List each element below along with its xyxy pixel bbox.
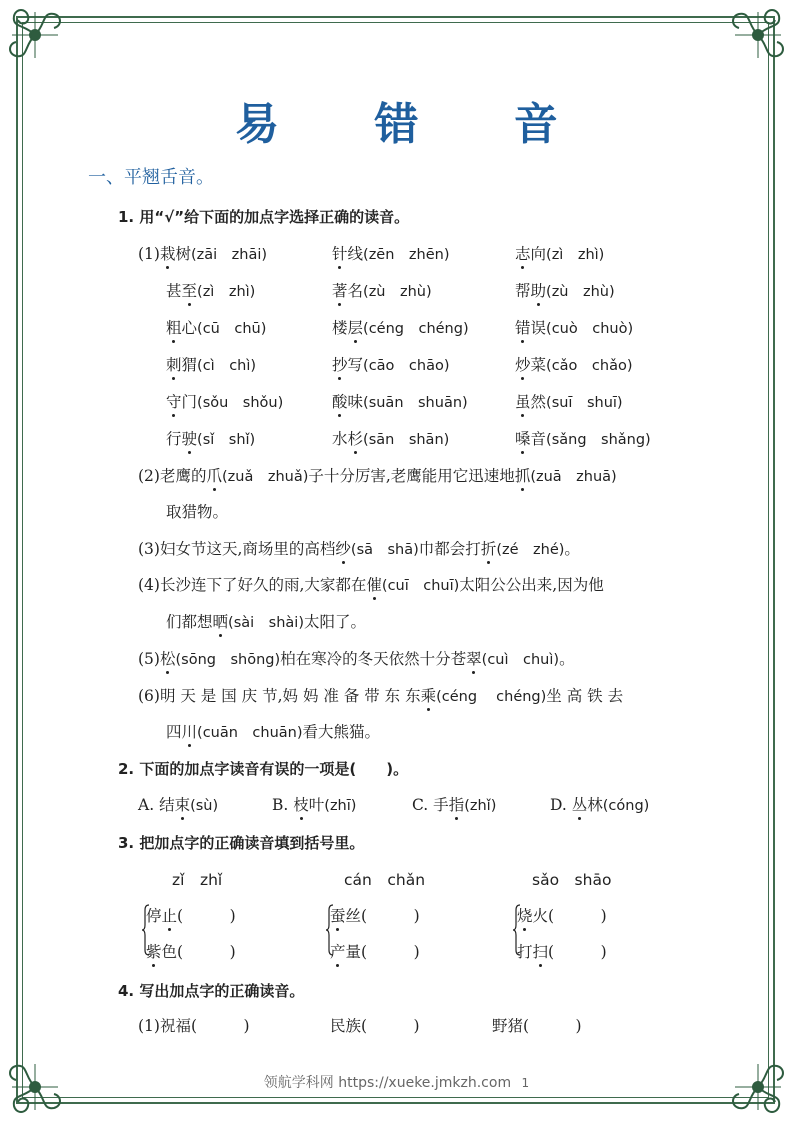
sentence-6: (6)明 天 是 国 庆 节,妈 妈 准 备 带 东 东乘(céng chéng)坐 高 铁 去 bbox=[138, 684, 623, 706]
pinyin-choice-item[interactable]: 抄写(cāo chāo) bbox=[332, 353, 450, 375]
pinyin-choice-item[interactable]: 水杉(sān shān) bbox=[332, 427, 449, 449]
pinyin-choice-item[interactable]: 帮助(zù zhù) bbox=[515, 279, 615, 301]
pinyin-choice-item[interactable]: 虽然(suī shuī) bbox=[515, 390, 623, 412]
option-c[interactable]: C. 手指(zhǐ) bbox=[412, 793, 496, 815]
pinyin-choice-item[interactable]: 粗心(cū chū) bbox=[138, 316, 266, 338]
sentence-6-cont: 四川(cuān chuān)看大熊猫。 bbox=[166, 720, 380, 742]
q4-item-3[interactable]: 野猪( ) bbox=[492, 1017, 582, 1035]
fill-blank-item[interactable]: 打扫( ) bbox=[517, 940, 607, 962]
question-3-label: 3. 把加点字的正确读音填到括号里。 bbox=[118, 834, 365, 852]
option-d[interactable]: D. 丛林(cóng) bbox=[550, 793, 649, 815]
sentence-3: (3)妇女节这天,商场里的高档纱(sā shā)巾都会打折(zé zhé)。 bbox=[138, 537, 580, 559]
pinyin-options: zǐ zhǐ bbox=[172, 871, 223, 889]
option-b[interactable]: B. 枝叶(zhī) bbox=[272, 793, 356, 815]
fill-blank-item[interactable]: 蚕丝( ) bbox=[330, 904, 420, 926]
footer-watermark: 领航学科网 https://xueke.jmkzh.com 1 bbox=[263, 1075, 530, 1091]
pinyin-choice-item[interactable]: 错误(cuò chuò) bbox=[515, 316, 633, 338]
pinyin-choice-item[interactable]: 嗓音(sǎng shǎng) bbox=[515, 427, 651, 449]
question-1-label: 1. 用“√”给下面的加点字选择正确的读音。 bbox=[118, 208, 410, 226]
page-number: 1 bbox=[521, 1076, 530, 1090]
sentence-4-cont: 们都想晒(sài shài)太阳了。 bbox=[166, 610, 366, 632]
sentence-4: (4)长沙连下了好久的雨,大家都在催(cuī chuī)太阳公公出来,因为他 bbox=[138, 573, 604, 595]
page-title: 易 错 音 bbox=[235, 99, 598, 150]
fill-blank-item[interactable]: 烧火( ) bbox=[517, 904, 607, 926]
pinyin-choice-item[interactable]: 行驶(sǐ shǐ) bbox=[138, 427, 255, 449]
sentence-5: (5)松(sōng shōng)柏在寒冷的冬天依然十分苍翠(cuì chuì)。 bbox=[138, 647, 575, 669]
sentence-2-cont: 取猎物。 bbox=[166, 503, 229, 521]
question-2-label: 2. 下面的加点字读音有误的一项是( )。 bbox=[118, 760, 409, 778]
pinyin-choice-item[interactable]: 志向(zì zhì) bbox=[515, 242, 604, 264]
section-heading: 一、平翘舌音。 bbox=[88, 167, 214, 188]
sentence-2: (2)老鹰的爪(zuǎ zhuǎ)子十分厉害,老鹰能用它迅速地抓(zuā zhuā) bbox=[138, 464, 617, 486]
pinyin-choice-item[interactable]: 著名(zù zhù) bbox=[332, 279, 432, 301]
q4-item-2[interactable]: 民族( ) bbox=[330, 1017, 420, 1035]
fill-blank-item[interactable]: 产量( ) bbox=[330, 940, 420, 962]
option-a[interactable]: A. 结束(sù) bbox=[138, 793, 218, 815]
pinyin-choice-item[interactable]: 针线(zēn zhēn) bbox=[332, 242, 449, 264]
question-4-label: 4. 写出加点字的正确读音。 bbox=[118, 982, 305, 1000]
pinyin-choice-item[interactable]: 炒菜(cǎo chǎo) bbox=[515, 353, 633, 375]
pinyin-choice-item[interactable]: 甚至(zì zhì) bbox=[138, 279, 255, 301]
fill-blank-item[interactable]: 紫色( ) bbox=[146, 940, 236, 962]
q4-item-1[interactable]: (1)祝福( ) bbox=[138, 1017, 250, 1035]
pinyin-choice-item[interactable]: 酸味(suān shuān) bbox=[332, 390, 468, 412]
pinyin-choice-item[interactable]: (1)栽树(zāi zhāi) bbox=[138, 242, 267, 264]
pinyin-choice-item[interactable]: 楼层(céng chéng) bbox=[332, 316, 469, 338]
fill-blank-item[interactable]: 停止( ) bbox=[146, 904, 236, 926]
pinyin-options: sǎo shāo bbox=[532, 871, 612, 889]
pinyin-options: cán chǎn bbox=[344, 871, 426, 889]
pinyin-choice-item[interactable]: 刺猬(cì chì) bbox=[138, 353, 256, 375]
corner-ornament-icon bbox=[727, 4, 789, 66]
pinyin-choice-item[interactable]: 守门(sǒu shǒu) bbox=[138, 390, 283, 412]
corner-ornament-icon bbox=[4, 4, 66, 66]
